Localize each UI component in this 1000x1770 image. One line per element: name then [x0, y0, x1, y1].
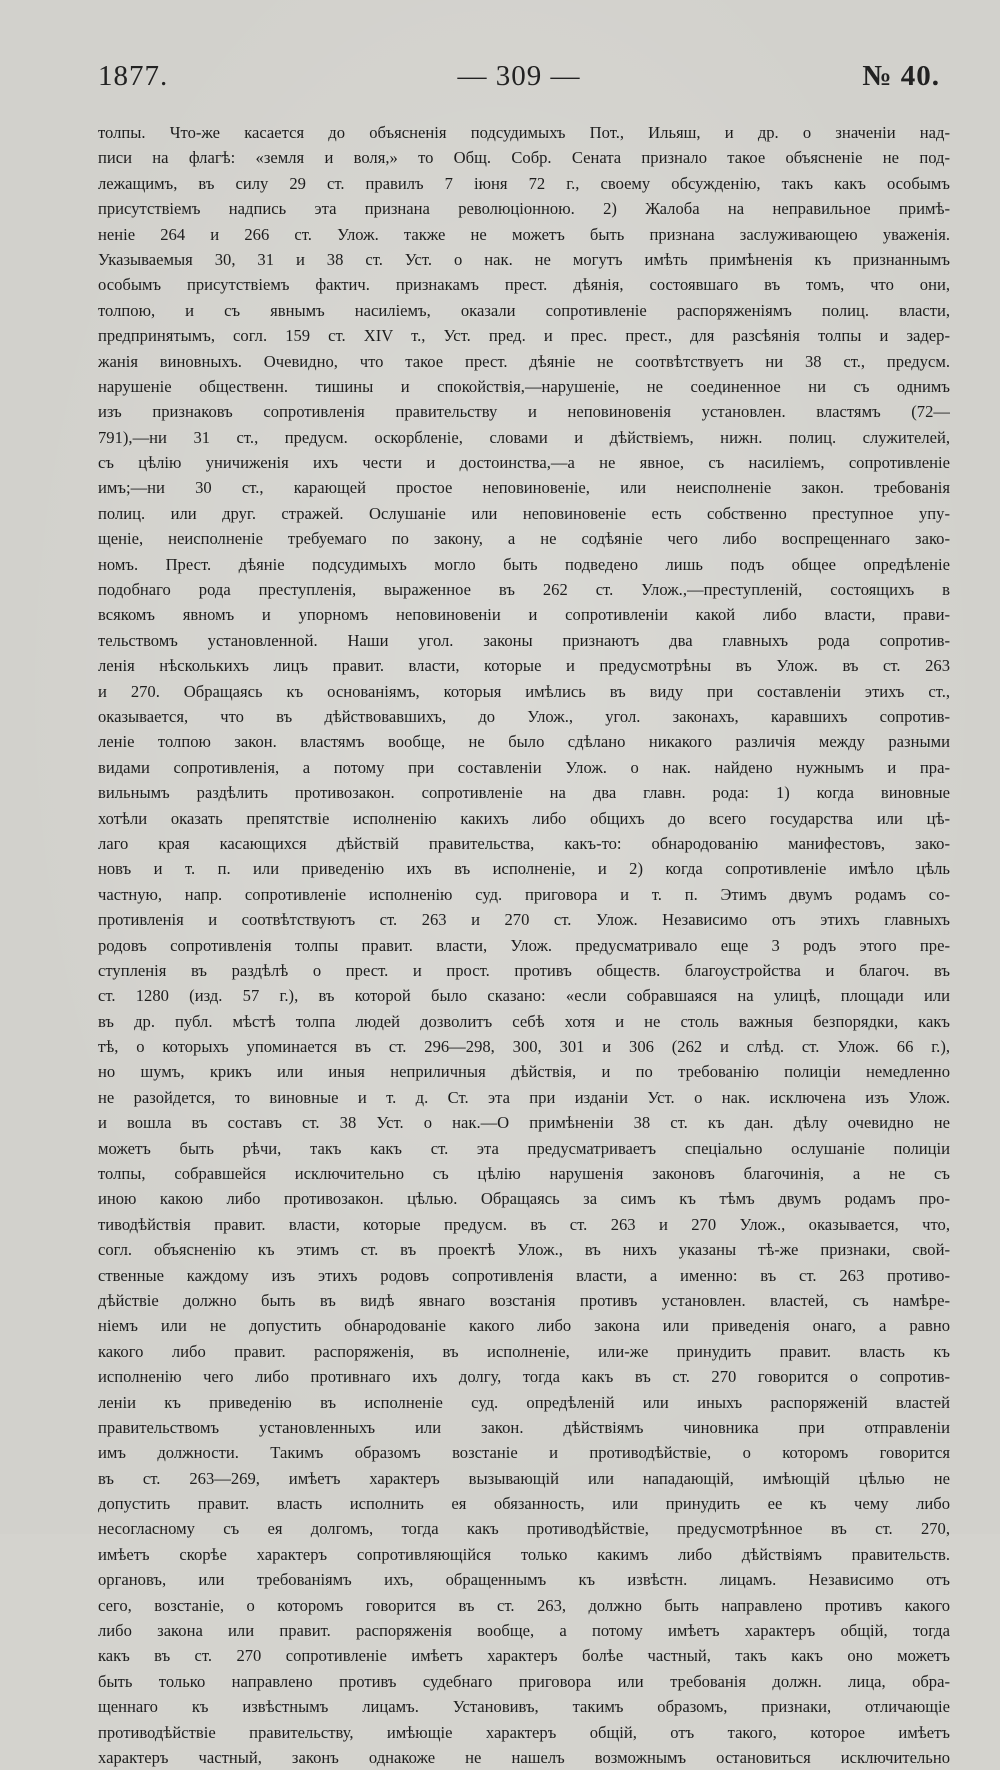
text-line: въ ст. 263—269, имѣетъ характеръ вызывающій или нападающій, имѣющій цѣлью не — [98, 1468, 950, 1488]
text-line: органовъ, или требованіямъ ихъ, обращеннымъ къ извѣстн. лицамъ. Независимо отъ — [98, 1570, 950, 1590]
text-line: предпринятымъ, согл. 159 ст. XIV т., Уст. пред. и прес. прест., для разсѣянія толпы и задер- — [98, 326, 950, 346]
text-line: тѣ, о которыхъ упоминается въ ст. 296—298, 300, 301 и 306 (262 и слѣд. ст. Улож. 66 г.), — [98, 1037, 950, 1057]
text-line: съ цѣлію уничиженія ихъ чести и достоинства,—а не явное, съ насиліемъ, сопротивленіе — [98, 453, 950, 473]
text-line: дѣйствіе должно быть въ видѣ явнаго возстанія противъ установлен. властей, съ намѣре- — [98, 1290, 950, 1310]
text-line: 791),—ни 31 ст., предусм. оскорбленіе, словами и дѣйствіемъ, нижн. полиц. служителей, — [98, 427, 950, 447]
text-line: подобнаго рода преступленія, выраженное въ 262 ст. Улож.,—преступленій, состоящихъ в — [98, 580, 950, 600]
text-line: характеръ частный, законъ однакоже не нашелъ возможнымъ остановиться исключительно — [98, 1748, 950, 1767]
text-line: особымъ присутствіемъ фактич. признакамъ прест. дѣянія, состоявшаго въ томъ, что они, — [98, 275, 950, 295]
text-line: противодѣйствіе правительству, имѣющіе характеръ общій, отъ такого, которое имѣетъ — [98, 1722, 950, 1742]
text-line: допустить правит. власть исполнить ея обязанность, или принудить ее къ чему либо — [98, 1494, 950, 1514]
page-header — [98, 56, 940, 96]
text-line: лаго края касающихся дѣйствій правительства, какъ-то: обнародованію манифестовъ, зако- — [98, 833, 950, 853]
text-line: видами сопротивленія, а потому при составленіи Улож. о нак. найдено нужнымъ и пра- — [98, 757, 950, 777]
text-line: ственные каждому изъ этихъ родовъ сопротивленія власти, а именно: въ ст. 263 противо- — [98, 1265, 950, 1285]
text-line: иною какою либо противозакон. цѣлью. Обращаясь за симъ къ тѣмъ двумъ родамъ про- — [98, 1189, 950, 1209]
text-line: но шумъ, крикъ или иныя неприличныя дѣйствія, и по требованію полиціи немедленно — [98, 1062, 950, 1082]
text-line: щеннаго къ извѣстнымъ лицамъ. Установивъ, такимъ образомъ, признаки, отличающіе — [98, 1697, 950, 1717]
text-line: номъ. Прест. дѣяніе подсудимыхъ могло быть подведено лишь подъ общее опредѣленіе — [98, 554, 950, 574]
text-line: какого либо правит. распоряженія, въ исполненіе, или-же принудить правит. власть къ — [98, 1341, 950, 1361]
text-line: толпы, собравшейся исключительно съ цѣлію нарушенія законовъ благочинія, а не съ — [98, 1164, 950, 1184]
text-line: неніе 264 и 266 ст. Улож. также не можетъ быть признана заслуживающею уваженія. — [98, 224, 950, 244]
text-line: родовъ сопротивленія толпы правит. власти, Улож. предусматривало еще 3 родъ этого пре- — [98, 935, 950, 955]
text-line: тиводѣйствія правит. власти, которые предусм. въ ст. 263 и 270 Улож., оказывается, что, — [98, 1214, 950, 1234]
text-line: имѣетъ скорѣе характеръ сопротивляющійся только какимъ либо дѣйствіямъ правительств. — [98, 1544, 950, 1564]
text-line: хотѣли оказать препятствіе исполненію какихъ либо общихъ до всего государства или цѣ- — [98, 808, 950, 828]
text-line: противленія и соотвѣтствуютъ ст. 263 и 270 ст. Улож. Независимо отъ этихъ главныхъ — [98, 910, 950, 930]
header-page-number: — 309 — — [457, 60, 581, 92]
text-line: нарушеніе общественн. тишины и спокойствія,—нарушеніе, не соединенное ни съ однимъ — [98, 376, 950, 396]
text-line: не разойдется, то виновные и т. д. Ст. эта при изданіи Уст. о нак. исключена изъ Улож. — [98, 1087, 950, 1107]
body-text — [98, 120, 950, 1770]
text-line: исполненію чего либо противнаго ихъ долгу, тогда какъ въ ст. 270 говорится о сопротив- — [98, 1367, 950, 1387]
text-line: ст. 1280 (изд. 57 г.), въ которой было сказано: «если собравшаяся на улицѣ, площади или — [98, 986, 950, 1006]
text-line: и 270. Обращаясь къ основаніямъ, которыя имѣлись въ виду при составленіи этихъ ст., — [98, 681, 950, 701]
text-line: согл. объясненію къ этимъ ст. въ проектѣ Улож., въ нихъ указаны тѣ-же признаки, свой- — [98, 1240, 950, 1260]
text-line: присутствіемъ надпись эта признана революціонною. 2) Жалоба на неправильное примѣ- — [98, 199, 950, 219]
text-line: полиц. или друг. стражей. Ослушаніе или неповиновеніе есть собственно преступное упу- — [98, 503, 950, 523]
text-line: вильнымъ раздѣлить противозакон. сопротивленіе на два главн. рода: 1) когда виновные — [98, 783, 950, 803]
text-line: какъ въ ст. 270 сопротивленіе имѣетъ характеръ болѣе частный, такъ какъ оно можетъ — [98, 1646, 950, 1666]
text-line: несогласному съ ея долгомъ, тогда какъ противодѣйствіе, предусмотрѣнное въ ст. 270, — [98, 1519, 950, 1539]
text-line: ступленія въ раздѣлѣ о прест. и прост. противъ обществ. благоустройства и благоч. въ — [98, 960, 950, 980]
text-line: имъ;—ни 30 ст., карающей простое неповиновеніе, или неисполненіе закон. требованія — [98, 478, 950, 498]
text-line: щеніе, неисполненіе требуемаго по закону, а не содѣяніе чего либо воспрещеннаго зако- — [98, 529, 950, 549]
text-line: частную, напр. сопротивленіе исполненію суд. приговора и т. п. Этимъ двумъ родамъ со- — [98, 884, 950, 904]
text-line: Указываемыя 30, 31 и 38 ст. Уст. о нак. не могутъ имѣть примѣненія къ признаннымъ — [98, 249, 950, 269]
text-line: оказывается, что въ дѣйствовавшихъ, до Улож., угол. законахъ, каравшихъ сопротив- — [98, 706, 950, 726]
text-line: леніи къ приведенію въ исполненіе суд. опредѣленій или иныхъ распоряженій властей — [98, 1392, 950, 1412]
text-line: писи на флагѣ: «земля и воля,» то Общ. Собр. Сената признало такое объясненіе не под- — [98, 148, 950, 168]
text-line: быть только направлено противъ судебнаго приговора или требованія должн. лица, обра- — [98, 1671, 950, 1691]
text-line: въ др. публ. мѣстѣ толпа людей дозволитъ себѣ хотя и не столь важныя безпорядки, какъ — [98, 1011, 950, 1031]
text-line: леніе толпою закон. властямъ вообще, не было сдѣлано никакого различія между разными — [98, 732, 950, 752]
text-line: ніемъ или не допустить обнародованіе какого либо закона или приведенія онаго, а равно — [98, 1316, 950, 1336]
text-line: тельствомъ установленной. Наши угол. законы признаютъ два главныхъ рода сопротив- — [98, 630, 950, 650]
header-year: 1877. — [98, 60, 169, 92]
text-line: всякомъ явномъ и упорномъ неповиновеніи и сопротивленіи какой либо власти, прави- — [98, 605, 950, 625]
text-line: изъ признаковъ сопротивленія правительству и неповиновенія установлен. властямъ (72— — [98, 402, 950, 422]
text-line: либо закона или правит. распоряженія вообще, а потому имѣетъ характеръ общій, тогда — [98, 1621, 950, 1641]
header-issue-number: № 40. — [862, 60, 940, 92]
text-line: жанія виновныхъ. Очевидно, что такое прест. дѣяніе не соотвѣтствуетъ ни 38 ст., предусм. — [98, 351, 950, 371]
text-line: толпою, и съ явнымъ насиліемъ, оказали сопротивленіе распоряженіямъ полиц. власти, — [98, 300, 950, 320]
text-line: сего, возстаніе, о которомъ говорится въ ст. 263, должно быть направлено противъ какого — [98, 1595, 950, 1615]
text-line: новъ и т. п. или приведенію ихъ въ исполненіе, и 2) когда сопротивленіе имѣло цѣль — [98, 859, 950, 879]
text-line: ленія нѣсколькихъ лицъ правит. власти, которые и предусмотрѣны въ Улож. въ ст. 263 — [98, 656, 950, 676]
text-line: лежащимъ, въ силу 29 ст. правилъ 7 іюня 72 г., своему обсужденію, такъ какъ особымъ — [98, 173, 950, 193]
text-line: имъ должности. Такимъ образомъ возстаніе и противодѣйствіе, о которомъ говорится — [98, 1443, 950, 1463]
text-line: правительствомъ установленныхъ или закон. дѣйствіямъ чиновника при отправленіи — [98, 1417, 950, 1437]
text-line: можетъ быть рѣчи, такъ какъ ст. эта предусматриваетъ спеціально ослушаніе полиціи — [98, 1138, 950, 1158]
text-line: и вошла въ составъ ст. 38 Уст. о нак.—О примѣненіи 38 ст. къ дан. дѣлу очевидно не — [98, 1113, 950, 1133]
text-line: толпы. Что-же касается до объясненія подсудимыхъ Пот., Ильяш, и др. о значеніи над- — [98, 123, 950, 142]
